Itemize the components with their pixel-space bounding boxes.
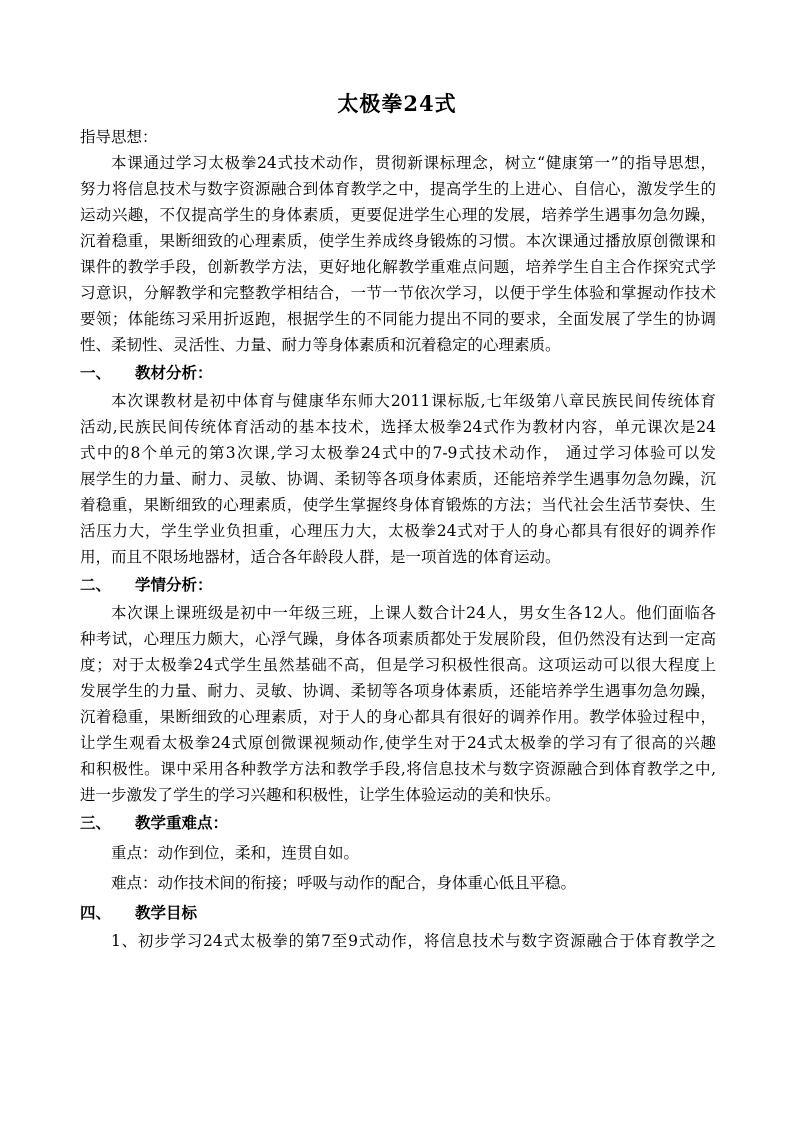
- paragraph-line: 活压力大，学生学业负担重，心理压力大，太极拳24式对于人的身心都具有很好的调养作: [80, 522, 716, 540]
- paragraph-line: 课件的教学手段，创新教学方法，更好地化解教学重难点问题，培养学生自主合作探究式学: [80, 258, 716, 276]
- paragraph-line: 要领；体能练习采用折返跑，根据学生的不同能力提出不同的要求，全面发展了学生的协调: [80, 310, 716, 328]
- section-title: 教材分析：: [135, 363, 213, 382]
- guiding-label: 指导思想：: [80, 128, 158, 146]
- paragraph-line: 着稳重，果断细致的心理素质，使学生掌握终身体育锻炼的方法；当代社会生活节奏快、生: [80, 496, 716, 514]
- paragraph-line: 习意识，分解教学和完整教学相结合，一节一节依次学习，以便于学生体验和掌握动作技术: [80, 284, 716, 302]
- paragraph-line: 活动,民族民间传统体育活动的基本技术，选择太极拳24式作为教材内容，单元课次是24: [80, 418, 716, 436]
- section-heading-learners: [80, 570, 716, 600]
- paragraph-line: 本次课教材是初中体育与健康华东师大2011课标版,七年级第八章民族民间传统体育: [111, 392, 716, 410]
- section-title: 教学目标: [135, 903, 198, 922]
- paragraph-line: 发展学生的力量、耐力、灵敏、协调、柔韧等各项身体素质，还能培养学生遇事勿急勿躁，: [80, 682, 716, 700]
- material-paragraph: [80, 388, 716, 570]
- learners-paragraph: [80, 600, 716, 808]
- section-heading-material: [80, 358, 716, 388]
- section-number: 四、: [80, 903, 112, 922]
- paragraph-line: 沉着稳重，果断细致的心理素质，使学生养成终身锻炼的习惯。本次课通过播放原创微课和: [80, 232, 716, 250]
- paragraph-line: 种考试，心理压力颇大，心浮气躁，身体各项素质都处于发展阶段，但仍然没有达到一定高: [80, 630, 716, 648]
- paragraph-line: 用，而且不限场地器材，适合各年龄段人群，是一项首选的体育运动。: [80, 548, 561, 566]
- section-title: 教学重难点：: [135, 813, 229, 832]
- paragraph-line: 进一步激发了学生的学习兴趣和积极性，让学生体验运动的美和快乐。: [80, 786, 561, 804]
- objective-item: 1、初步学习24式太极拳的第7至9式动作，将信息技术与数字资源融合于体育教学之: [111, 932, 716, 950]
- paragraph-line: 沉着稳重，果断细致的心理素质，对于人的身心都具有很好的调养作用。教学体验过程中，: [80, 708, 716, 726]
- paragraph-line: 运动兴趣，不仅提高学生的身体素质，更要促进学生心理的发展，培养学生遇事勿急勿躁，: [80, 206, 716, 224]
- paragraph-line: 本次课上课班级是初中一年级三班，上课人数合计24人，男女生各12人。他们面临各: [111, 604, 716, 622]
- guiding-paragraph: [80, 150, 716, 358]
- document-body: [80, 124, 716, 954]
- paragraph-line: 式中的8个单元的第3次课,学习太极拳24式中的7-9式技术动作， 通过学习体验可以发: [80, 444, 716, 462]
- section-heading-objectives: [80, 898, 716, 928]
- paragraph-line: 和积极性。课中采用各种教学方法和教学手段,将信息技术与数字资源融合到体育教学之中,: [80, 760, 716, 778]
- section-number: 三、: [80, 813, 112, 832]
- difficult-point: 难点：动作技术间的衔接；呼吸与动作的配合，身体重心低且平稳。: [111, 874, 577, 892]
- paragraph-line: 性、柔韧性、灵活性、力量、耐力等身体素质和沉着稳定的心理素质。: [80, 336, 561, 354]
- paragraph-line: 度；对于太极拳24式学生虽然基础不高，但是学习积极性很高。这项运动可以很大程度上: [80, 656, 716, 674]
- paragraph-line: 努力将信息技术与数字资源融合到体育教学之中，提高学生的上进心、自信心，激发学生的: [80, 180, 716, 198]
- section-title: 学情分析：: [135, 575, 213, 594]
- section-number: 二、: [80, 575, 112, 594]
- section-number: 一、: [80, 363, 112, 382]
- document-title: 太极拳24式: [337, 91, 457, 116]
- paragraph-line: 让学生观看太极拳24式原创微课视频动作,使学生对于24式太极拳的学习有了很高的兴趣: [80, 734, 716, 752]
- section-heading-key-difficult: [80, 808, 716, 838]
- key-point: 重点：动作到位，柔和，连贯自如。: [111, 844, 360, 862]
- paragraph-line: 展学生的力量、耐力、灵敏、协调、柔韧等各项身体素质，还能培养学生遇事勿急勿躁，沉: [80, 470, 716, 488]
- paragraph-line: 本课通过学习太极拳24式技术动作，贯彻新课标理念，树立“健康第一”的指导思想，: [111, 154, 716, 172]
